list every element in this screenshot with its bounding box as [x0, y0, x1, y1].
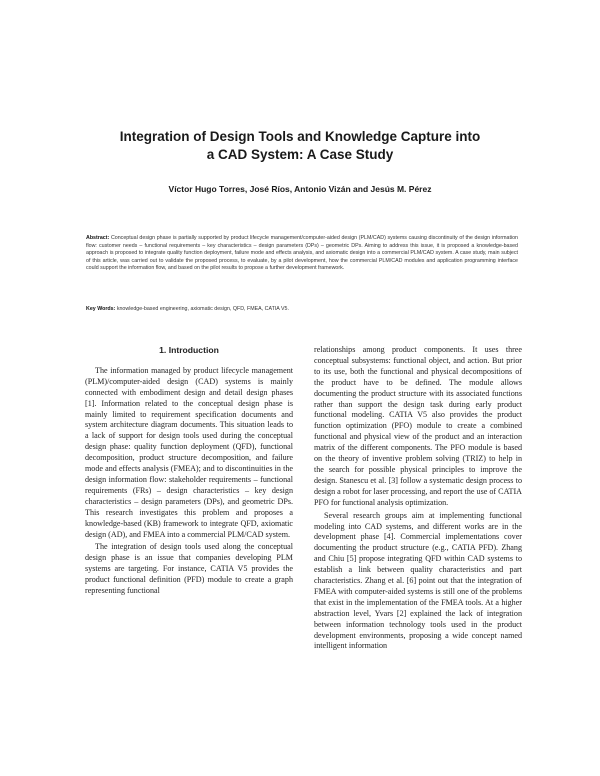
title-line-2: a CAD System: A Case Study	[206, 147, 394, 162]
keywords-label: Key Words:	[86, 306, 116, 312]
paper-title	[60, 128, 540, 164]
left-paragraph-1: The information managed by product lifecycle management (PLM)/computer-aided design (CAD) systems is mainly connected with embodiment design and detail design phases [1]. Information related to the conceptual design phase is mainly limited to requirement specification documents and system architecture diagram documents. This situation leads to a lack of support for design tools used during the conceptual design phase: quality function deployment (QFD), functional decomposition, product structure decomposition, and failure mode and effects analysis (FMEA); and to discontinuities in the design information flow: stakeholder requirements – functional requirements (FRs) – design characteristics – key design characteristics – design parameters (DPs), and geometric DPs. This research investigates this problem and proposes a knowledge-based (KB) framework to integrate QFD, axiomatic design (AD), and FMEA into a commercial PLM/CAD system.	[85, 365, 293, 539]
abstract	[86, 235, 518, 273]
left-paragraph-2: The integration of design tools used along the conceptual design phase is an issue that companies developing PLM systems are targeting. For instance, CATIA V5 provides the product functional definition (PFD) module to create a graph representing functional	[85, 542, 293, 596]
right-paragraph-1: relationships among product components. It uses three conceptual subsystems: functional object, and action. But prior to its use, both the functional and physical decompositions of the product have to be defined. The module allows documenting the product structure with its associated functions rather than support the design task during early product functional modeling. CATIA V5 also provides the product function optimization (PFO) module to create a combined functional and physical view of the product and an interaction matrix of the different components. The PFO module is based on the theory of inventive problem solving (TRIZ) to help in the search for possible physical principles to improve the design. Stanescu et al. [3] follow a systematic design process to design a robot for laser processing, and report the use of CATIA PFO for functional analysis optimization.	[314, 345, 522, 507]
keywords	[86, 306, 518, 314]
keywords-text: knowledge-based engineering, axiomatic design, QFD, FMEA, CATIA V5.	[116, 306, 289, 312]
right-column	[314, 345, 522, 652]
abstract-label: Abstract:	[86, 235, 110, 241]
abstract-text: Conceptual design phase is partially supported by product lifecycle management/computer-aided design (PLM/CAD) systems causing discontinuity of the design information flow: customer needs – functional requirements – key characteristics – design parameters (DPs) – geometric DPs. Aiming to address this issue, it is proposed a knowledge-based approach is proposed to integrate quality function deployment, failure mode and effects analysis, and axiomatic design into a commercial PLM/CAD system. A case study, main subject of this article, was carried out to validate the proposed process, to evaluate, by a pilot development, how the commercial PLM/CAD modules and application programming interface could support the information flow, and based on the pilot results to propose a further development framework.	[86, 235, 518, 271]
title-line-1: Integration of Design Tools and Knowledge Capture into	[119, 129, 481, 144]
author-list: Víctor Hugo Torres, José Ríos, Antonio Vizán and Jesús M. Pérez	[168, 184, 432, 194]
section-heading: 1. Introduction	[159, 345, 219, 355]
left-column	[85, 345, 293, 597]
right-paragraph-2: Several research groups aim at implementing functional modeling into CAD systems, and different works are in the development phase [4]. Commercial implementations cover documenting the product structure (e.g., CATIA PFD). Zhang and Chiu [5] propose integrating QFD within CAD systems to establish a link between quality characteristics and part characteristics. Zhang et al. [6] point out that the integration of FMEA with computer-aided systems is still one of the problems that exist in the implementation of the FMEA tools. At a higher abstraction level, Yvars [2] explained the lack of integration between information technology tools used in the product development environments, proposing a wide concept named intelligent information	[314, 510, 522, 651]
